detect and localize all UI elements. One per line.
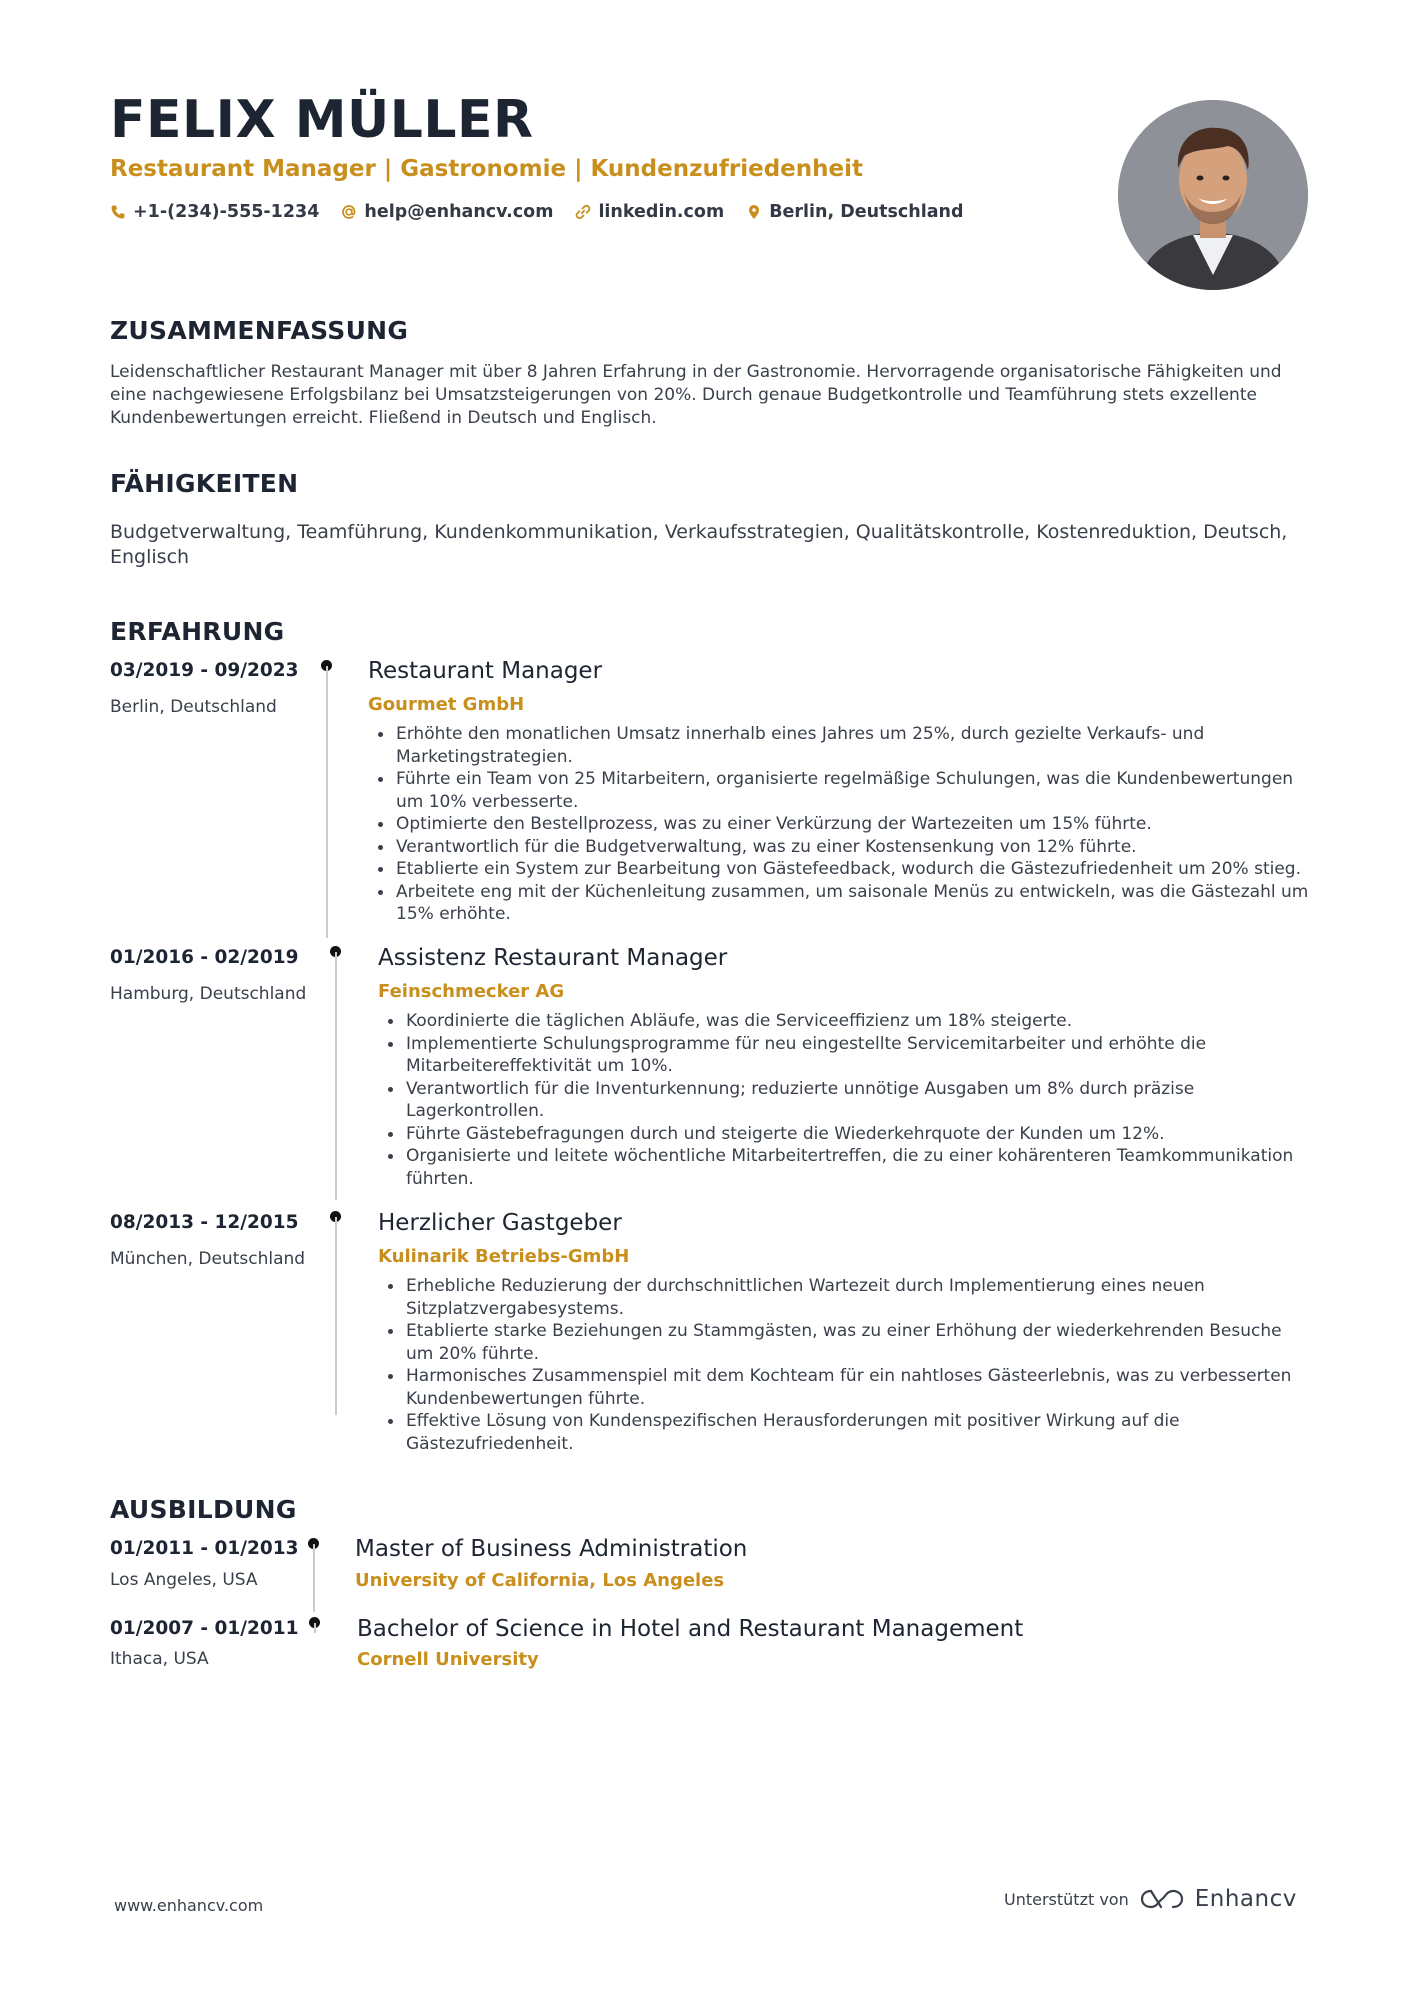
list-item: Verantwortlich für die Inventurkennung; reduzierte unnötige Ausgaben um 8% durch präzise Lagerkontrollen. [380,1078,1310,1123]
summary-text: Leidenschaftlicher Restaurant Manager mit über 8 Jahren Erfahrung in der Gastronomie. Hervorragende organisatorische Fähigkeiten und eine nachgewiesene Erfolgsbilanz bei Umsatzsteigerungen von 20%. Durch genaue Budgetkontrolle und Teamführung stets exzellente Kundenbewertungen erreicht. Fließend in Deutsch und Englisch. [110,362,1282,428]
powered-by-label: Unterstützt von [1004,1889,1129,1909]
job-bullets [370,723,1310,926]
education-dates: 01/2011 - 01/2013 [110,1538,299,1559]
contact-location-text: Berlin, Deutschland [769,202,964,222]
timeline-line [326,666,328,938]
contact-phone-text: +1-(234)-555-1234 [133,202,320,222]
job-title: Assistenz Restaurant Manager [378,945,728,971]
degree-title: Bachelor of Science in Hotel and Restaurant Management [357,1616,1024,1642]
list-item: Etablierte ein System zur Bearbeitung von Gästefeedback, wodurch die Gästezufriedenheit um 20% stieg. [370,858,1310,881]
contact-linkedin-text: linkedin.com [598,202,725,222]
degree-title: Master of Business Administration [355,1536,748,1562]
school-name: University of California, Los Angeles [355,1570,725,1591]
list-item: Organisierte und leitete wöchentliche Mitarbeitertreffen, die zu einer kohärenteren Teamkommunikation führten. [380,1145,1310,1190]
list-item: Etablierte starke Beziehungen zu Stammgästen, was zu einer Erhöhung der wiederkehrenden Besuche um 20% führte. [380,1320,1310,1365]
timeline-line [335,1217,337,1415]
job-title: Herzlicher Gastgeber [378,1210,622,1236]
enhancv-logo-icon [1139,1887,1185,1911]
job-dates: 03/2019 - 09/2023 [110,660,299,681]
list-item: Erhöhte den monatlichen Umsatz innerhalb eines Jahres um 25%, durch gezielte Verkaufs- und Marketingstrategien. [370,723,1310,768]
location-pin-icon [746,204,762,220]
education-location: Ithaca, USA [110,1649,209,1669]
contact-bar [110,202,964,222]
candidate-name: FELIX MÜLLER [110,90,534,150]
company-name: Gourmet GmbH [368,694,525,715]
list-item: Erhebliche Reduzierung der durchschnittlichen Wartezeit durch Implementierung eines neuen Sitzplatzvergabesystems. [380,1275,1310,1320]
list-item: Optimierte den Bestellprozess, was zu einer Verkürzung der Wartezeiten um 15% führte. [370,813,1310,836]
list-item: Verantwortlich für die Budgetverwaltung, was zu einer Kostensenkung von 12% führte. [370,836,1310,859]
timeline-line [335,952,337,1200]
contact-email[interactable] [341,202,553,222]
contact-location [746,202,963,222]
skills-text: Budgetverwaltung, Teamführung, Kundenkommunikation, Verkaufsstrategien, Qualitätskontrolle, Kostenreduktion, Deutsch, Englisch [110,521,1288,568]
job-dates: 01/2016 - 02/2019 [110,947,299,968]
enhancv-logo[interactable] [1139,1886,1297,1912]
job-dates: 08/2013 - 12/2015 [110,1212,299,1233]
list-item: Arbeitete eng mit der Küchenleitung zusammen, um saisonale Menüs zu entwickeln, was die Gästezahl um 15% erhöhte. [370,881,1310,926]
job-location: Hamburg, Deutschland [110,984,307,1004]
phone-icon [110,204,126,220]
education-dates: 01/2007 - 01/2011 [110,1618,299,1639]
company-name: Feinschmecker AG [378,981,565,1002]
list-item: Führte ein Team von 25 Mitarbeitern, organisierte regelmäßige Schulungen, was die Kundenbewertungen um 10% verbesserte. [370,768,1310,813]
education-location: Los Angeles, USA [110,1570,258,1590]
list-item: Harmonisches Zusammenspiel mit dem Kochteam für ein nahtloses Gästeerlebnis, was zu verbesserten Kundenbewertungen führte. [380,1365,1310,1410]
list-item: Führte Gästebefragungen durch und steigerte die Wiederkehrquote der Kunden um 12%. [380,1123,1310,1146]
link-icon [575,204,591,220]
contact-linkedin[interactable] [575,202,724,222]
at-icon [341,204,357,220]
job-location: Berlin, Deutschland [110,697,277,717]
company-name: Kulinarik Betriebs-GmbH [378,1246,630,1267]
timeline-line [314,1623,316,1633]
job-location: München, Deutschland [110,1249,306,1269]
enhancv-logo-text: Enhancv [1194,1886,1297,1912]
school-name: Cornell University [357,1649,539,1670]
list-item: Koordinierte die täglichen Abläufe, was die Serviceeffizienz um 18% steigerte. [380,1010,1310,1033]
list-item: Effektive Lösung von Kundenspezifischen Herausforderungen mit positiver Wirkung auf die Gästezufriedenheit. [380,1410,1310,1455]
footer-website[interactable]: www.enhancv.com [114,1896,264,1915]
contact-phone[interactable] [110,202,319,222]
job-bullets [380,1275,1310,1455]
list-item: Implementierte Schulungsprogramme für neu eingestellte Servicemitarbeiter und erhöhte die Mitarbeitereffektivität um 10%. [380,1033,1310,1078]
experience-heading: ERFAHRUNG [110,617,285,646]
profile-photo [1118,100,1308,290]
timeline-line [313,1544,315,1612]
education-heading: AUSBILDUNG [110,1495,297,1524]
contact-email-text: help@enhancv.com [364,202,554,222]
summary-heading: ZUSAMMENFASSUNG [110,316,409,345]
headline: Restaurant Manager | Gastronomie | Kundenzufriedenheit [110,156,864,182]
skills-heading: FÄHIGKEITEN [110,469,299,498]
footer-powered-by [1004,1886,1297,1912]
job-title: Restaurant Manager [368,658,603,684]
job-bullets [380,1010,1310,1190]
